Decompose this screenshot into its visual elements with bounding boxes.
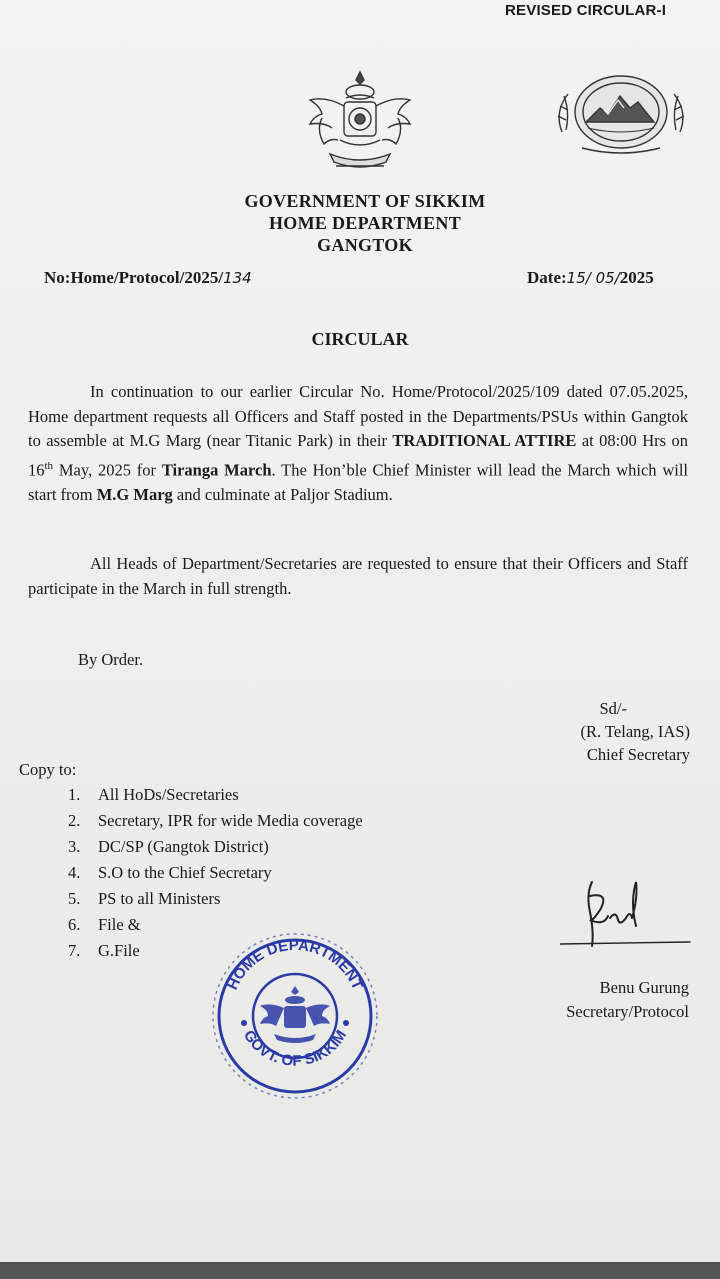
- list-text: G.File: [98, 941, 140, 960]
- page-bottom-edge: [0, 1262, 720, 1279]
- list-item: [68, 834, 363, 860]
- department-heading: HOME DEPARTMENT: [268, 213, 462, 233]
- list-text: PS to all Ministers: [98, 889, 221, 908]
- para1-bold-mg-marg: M.G Marg: [96, 484, 173, 504]
- by-order-text: By Order.: [78, 650, 144, 669]
- para1-superscript: th: [44, 459, 54, 472]
- list-number: 3.: [68, 837, 81, 856]
- list-text: All HoDs/Secretaries: [98, 785, 239, 804]
- list-number: 6.: [68, 915, 81, 934]
- date-year: 2025: [619, 268, 654, 287]
- chief-secretary-signature-block: [520, 697, 690, 766]
- list-number: 2.: [68, 811, 81, 830]
- para1-text-d: . The Hon’ble Chief Minister will lead the March which will start from: [28, 460, 689, 504]
- signatory-name: (R. Telang, IAS): [580, 722, 690, 741]
- circular-title: CIRCULAR: [311, 329, 409, 349]
- list-number: 4.: [68, 863, 81, 882]
- list-number: 7.: [68, 941, 81, 960]
- sd-mark: Sd/-: [599, 699, 627, 718]
- reference-number: [44, 268, 252, 288]
- government-heading: GOVERNMENT OF SIKKIM: [244, 191, 486, 211]
- list-text: S.O to the Chief Secretary: [98, 863, 272, 882]
- body-paragraph-1: [28, 380, 688, 507]
- date-prefix: Date:: [527, 268, 567, 287]
- para1-text-a: In continuation to our earlier Circular No. Home/Protocol/2025/109 dated 07.05.2025, Home department requests all Officers and Staff posted in the Departments/PSUs within Gangtok to assemble at M.G Marg (near Titanic Park) in their: [28, 382, 688, 450]
- secretary-name: Benu Gurung: [599, 978, 689, 997]
- list-item: [68, 808, 363, 834]
- list-text: File &: [98, 915, 141, 934]
- mountain-seal-icon: [552, 72, 690, 158]
- para2-text: All Heads of Department/Secretaries are requested to ensure that their Officers and Staff participate in the March in full strength.: [28, 554, 688, 598]
- copy-to-label: Copy to:: [19, 760, 77, 779]
- secretary-protocol-block: [500, 976, 689, 1024]
- para1-bold-march: Tiranga March: [161, 460, 272, 479]
- secretary-designation: Secretary/Protocol: [566, 1002, 689, 1021]
- list-item: [68, 860, 363, 886]
- date-handwritten: 15/ 05/: [566, 269, 620, 287]
- list-number: 5.: [68, 889, 81, 908]
- reference-handwritten-number: 134: [223, 269, 252, 287]
- stamp-bottom-text: GOVT. OF SIKKIM: [239, 1027, 351, 1070]
- stamp-top-text: HOME DEPARTMENT: [224, 936, 366, 993]
- signatory-designation: Chief Secretary: [586, 745, 690, 764]
- para1-text-e: and culminate at Paljor Stadium.: [172, 484, 393, 504]
- department-stamp-icon: [200, 908, 390, 1118]
- body-paragraph-2: [28, 552, 688, 601]
- para1-text-c: May, 2025 for: [53, 460, 162, 479]
- list-number: 1.: [68, 785, 81, 804]
- secretary-signature-icon: [560, 876, 695, 956]
- list-item: [68, 782, 363, 808]
- para1-bold-attire: TRADITIONAL ATTIRE: [392, 431, 577, 450]
- para1-text-b: at 08:00 Hrs on 16: [28, 431, 688, 479]
- city-heading: GANGTOK: [317, 235, 413, 255]
- circular-date: [527, 268, 654, 288]
- list-text: Secretary, IPR for wide Media coverage: [98, 811, 363, 830]
- sikkim-emblem-icon: [300, 68, 420, 178]
- revised-label: REVISED CIRCULAR-I: [505, 2, 667, 19]
- list-text: DC/SP (Gangtok District): [98, 837, 269, 856]
- reference-prefix: No:Home/Protocol/2025/: [44, 268, 224, 287]
